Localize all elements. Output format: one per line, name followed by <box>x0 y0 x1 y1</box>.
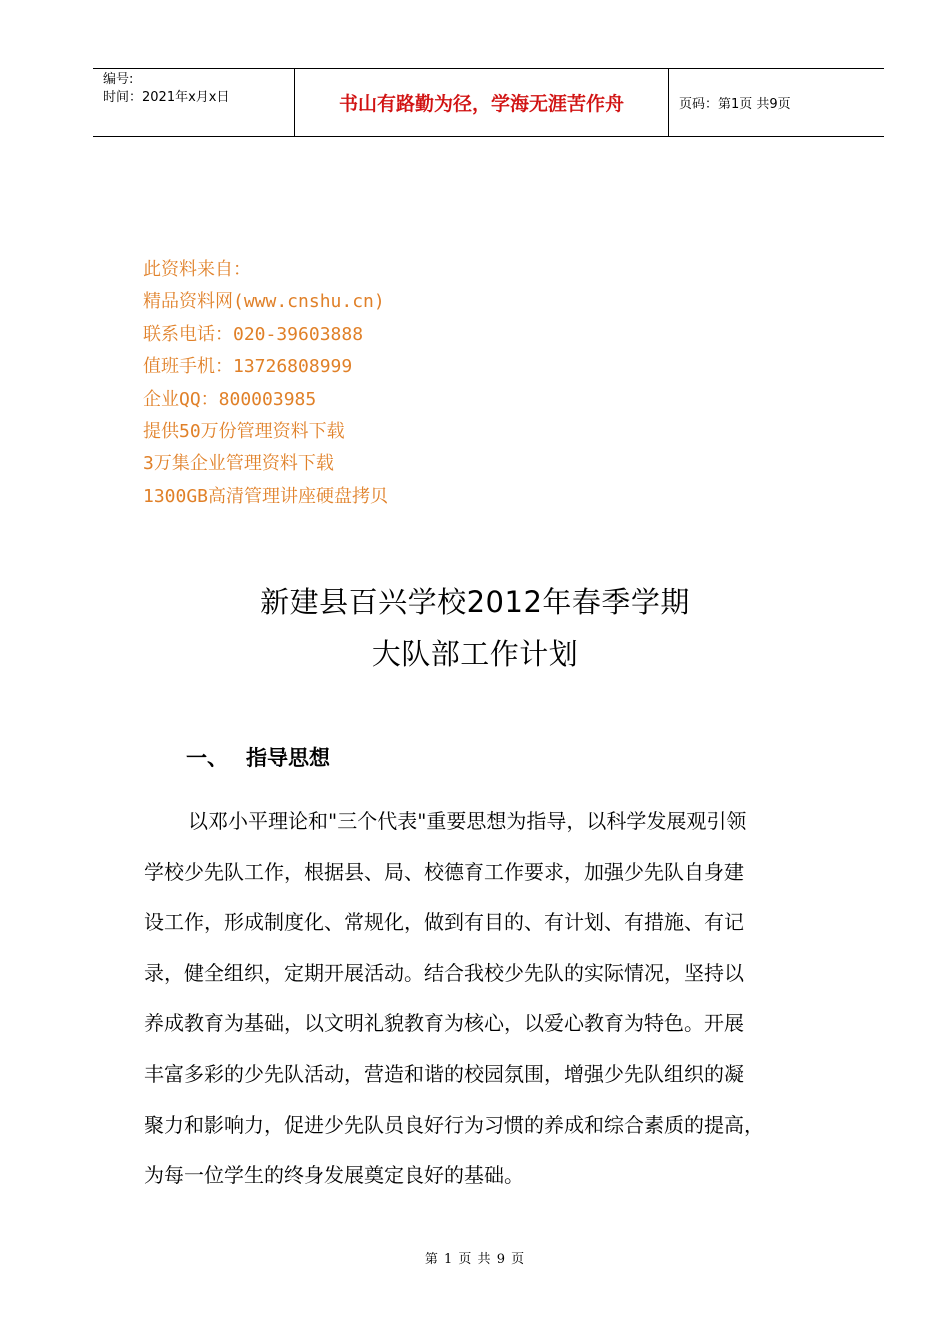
source-info-block <box>143 254 388 513</box>
header-motto: 书山有路勤为径，学海无涯苦作舟 <box>295 69 669 136</box>
body-line: 聚力和影响力，促进少先队员良好行为习惯的养成和综合素质的提高， <box>144 1112 764 1137</box>
document-title-line-2: 大队部工作计划 <box>371 637 579 671</box>
promo-line-source: 此资料来自： <box>143 259 251 280</box>
page-footer: 第 1 页 共 9 页 <box>424 1252 526 1267</box>
body-line: 学校少先队工作，根据县、局、校德育工作要求，加强少先队自身建 <box>144 859 744 884</box>
body-line: 养成教育为基础，以文明礼貌教育为核心，以爱心教育为特色。开展 <box>144 1011 744 1036</box>
document-title-line-1: 新建县百兴学校2012年春季学期 <box>260 585 690 619</box>
body-line: 设工作，形成制度化、常规化，做到有目的、有计划、有措施、有记 <box>144 910 744 935</box>
promo-line-phone: 联系电话：020-39603888 <box>143 323 364 345</box>
promo-line-offer-1: 提供50万份管理资料下载 <box>143 421 345 443</box>
body-line: 录，健全组织，定期开展活动。结合我校少先队的实际情况，坚持以 <box>144 960 744 985</box>
section-number: 一、 <box>186 746 228 770</box>
promo-line-qq: 企业QQ：800003985 <box>143 388 317 410</box>
section-body <box>144 796 834 1201</box>
promo-line-mobile: 值班手机：13726808999 <box>143 356 353 378</box>
promo-line-offer-2: 3万集企业管理资料下载 <box>143 453 334 475</box>
promo-line-offer-3: 1300GB高清管理讲座硬盘拷贝 <box>143 485 389 507</box>
body-line: 丰富多彩的少先队活动，营造和谐的校园氛围，增强少先队组织的凝 <box>144 1061 744 1086</box>
time-label: 时间：2021年x月x日 <box>103 90 230 105</box>
header-meta <box>93 69 295 136</box>
section-heading <box>186 742 330 772</box>
promo-line-website: 精品资料网(www.cnshu.cn) <box>143 291 385 313</box>
section-title: 指导思想 <box>246 746 330 770</box>
code-label: 编号: <box>103 72 134 87</box>
header-page-label: 页码：第1页 共9页 <box>679 97 791 112</box>
page-header <box>93 68 884 137</box>
body-line: 为每一位学生的终身发展奠定良好的基础。 <box>144 1163 524 1188</box>
body-line: 以邓小平理论和"三个代表"重要思想为指导，以科学发展观引领 <box>188 809 747 833</box>
